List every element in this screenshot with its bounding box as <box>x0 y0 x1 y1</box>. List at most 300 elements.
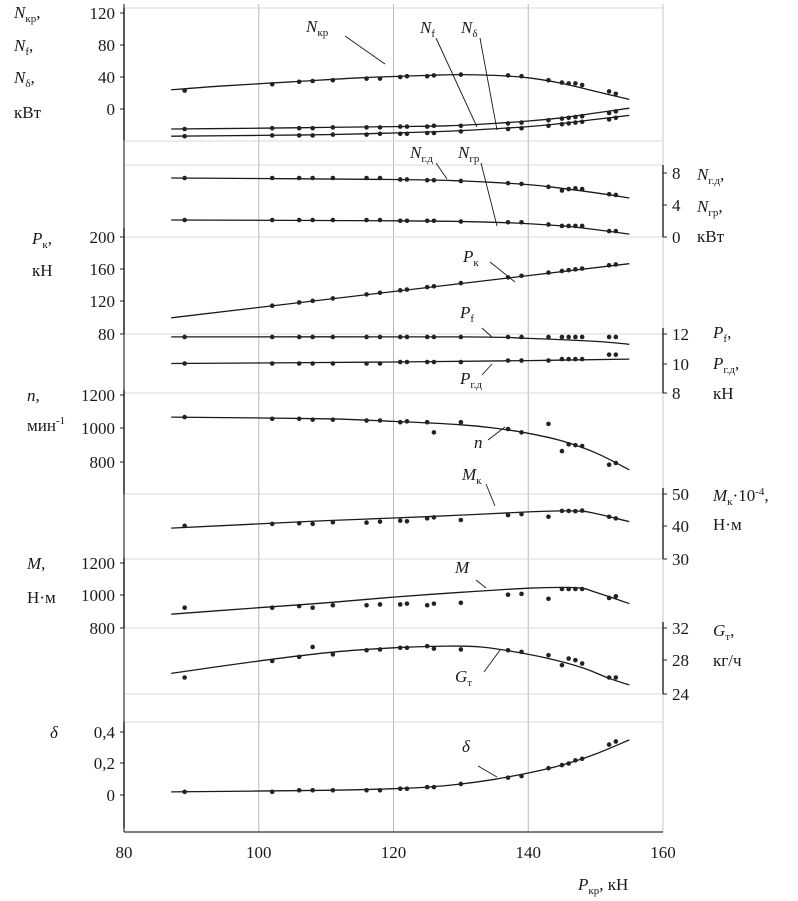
series-label-mk-0: $M_к$ <box>462 465 482 487</box>
data-point-m-0 <box>580 587 585 592</box>
data-point-pk-0 <box>560 269 565 274</box>
data-point-pf-0 <box>506 335 511 340</box>
data-point-ngd-1 <box>398 218 403 223</box>
data-point-power-1 <box>398 124 403 129</box>
data-point-power-2 <box>182 134 187 139</box>
data-point-gt-0 <box>398 646 403 651</box>
data-point-ngd-0 <box>614 193 619 198</box>
data-point-power-1 <box>364 125 369 130</box>
data-point-ngd-1 <box>331 218 336 223</box>
data-point-mk-0 <box>519 512 524 517</box>
data-point-power-1 <box>331 125 336 130</box>
y-tick-label-pk: 160 <box>89 260 115 279</box>
axis-title-mk: Н·м <box>713 515 742 534</box>
data-point-power-2 <box>297 133 302 138</box>
data-point-pf-1 <box>310 361 315 366</box>
data-point-power-0 <box>398 75 403 80</box>
data-point-delta-0 <box>378 788 383 793</box>
data-point-gt-0 <box>546 653 551 658</box>
data-point-mk-0 <box>607 514 612 519</box>
data-point-ngd-0 <box>573 186 578 191</box>
data-point-n-0 <box>607 462 612 467</box>
y-tick-label-power: 40 <box>98 68 115 87</box>
y-tick-label-power: 0 <box>106 100 115 119</box>
data-point-delta-0 <box>506 775 511 780</box>
y-tick-label-pk: 200 <box>89 228 115 247</box>
series-label-pf-1: $P_{г.д}$ <box>460 369 483 391</box>
data-point-n-0 <box>425 420 430 425</box>
data-point-ngd-1 <box>573 224 578 229</box>
data-point-pf-0 <box>378 335 383 340</box>
axis-title-ngd: $N_{гр}$, <box>697 197 723 219</box>
data-point-mk-0 <box>331 520 336 525</box>
data-point-mk-0 <box>425 516 430 521</box>
data-point-pf-0 <box>182 335 187 340</box>
data-point-mk-0 <box>378 519 383 524</box>
data-point-pf-1 <box>506 358 511 363</box>
axis-title-power: кВт <box>14 103 42 122</box>
data-point-power-2 <box>580 120 585 125</box>
data-point-ngd-0 <box>519 182 524 187</box>
data-point-ngd-0 <box>580 187 585 192</box>
data-point-gt-0 <box>425 644 430 649</box>
data-point-n-0 <box>364 418 369 423</box>
data-point-n-0 <box>270 417 275 422</box>
data-point-pf-0 <box>573 335 578 340</box>
data-point-n-0 <box>519 430 524 435</box>
data-point-ngd-1 <box>270 218 275 223</box>
axis-title-pf: кН <box>713 384 734 403</box>
data-point-power-2 <box>546 124 551 129</box>
data-point-power-1 <box>560 116 565 121</box>
fitted-curves <box>171 75 629 792</box>
data-point-delta-0 <box>398 786 403 791</box>
axis-title-pf: $P_{г.д}$, <box>713 354 740 376</box>
data-point-gt-0 <box>573 658 578 663</box>
series-labels <box>305 17 515 777</box>
leader-line-pf-0 <box>482 328 492 337</box>
data-point-m-0 <box>270 605 275 610</box>
data-point-power-1 <box>566 116 571 121</box>
data-point-ngd-1 <box>580 224 585 229</box>
data-point-delta-0 <box>519 774 524 779</box>
data-point-mk-0 <box>432 515 437 520</box>
data-point-pf-1 <box>297 361 302 366</box>
data-point-power-2 <box>614 116 619 121</box>
data-point-power-0 <box>573 81 578 86</box>
data-point-pf-0 <box>398 335 403 340</box>
data-point-power-0 <box>378 76 383 81</box>
data-point-mk-0 <box>580 508 585 513</box>
data-point-mk-0 <box>506 513 511 518</box>
data-point-power-0 <box>607 89 612 94</box>
data-point-m-0 <box>398 602 403 607</box>
data-point-pf-0 <box>270 335 275 340</box>
data-point-ngd-1 <box>459 219 464 224</box>
data-point-m-0 <box>364 603 369 608</box>
leader-line-ngd-1 <box>481 163 497 226</box>
data-point-delta-0 <box>459 782 464 787</box>
data-point-mk-0 <box>182 524 187 529</box>
data-point-power-1 <box>580 114 585 119</box>
data-point-ngd-1 <box>519 220 524 225</box>
series-label-ngd-0: $N_{г.д}$ <box>410 143 433 165</box>
data-point-delta-0 <box>560 763 565 768</box>
data-point-ngd-0 <box>432 178 437 183</box>
data-point-pk-0 <box>270 303 275 308</box>
measured-points <box>182 72 618 794</box>
data-point-ngd-0 <box>506 181 511 186</box>
leader-line-power-1 <box>436 38 477 127</box>
data-point-power-0 <box>432 73 437 78</box>
axis-title-n: мин$^{-1}$ <box>27 415 66 435</box>
axis-title-power: $N_{кр}$, <box>14 3 41 25</box>
data-point-pf-1 <box>398 360 403 365</box>
x-tick-label: 140 <box>515 843 541 862</box>
data-point-power-1 <box>607 111 612 116</box>
data-point-power-0 <box>405 74 410 79</box>
data-point-n-0 <box>378 418 383 423</box>
data-point-power-2 <box>607 117 612 122</box>
data-point-pk-0 <box>364 292 369 297</box>
data-point-n-0 <box>182 415 187 420</box>
data-point-power-1 <box>546 118 551 123</box>
data-point-ngd-0 <box>546 185 551 190</box>
data-point-pf-0 <box>546 335 551 340</box>
data-point-mk-0 <box>573 509 578 514</box>
data-point-pk-0 <box>310 299 315 304</box>
data-point-m-0 <box>607 596 612 601</box>
data-point-n-0 <box>560 449 565 454</box>
data-point-pk-0 <box>425 285 430 290</box>
axis-title-m: M, <box>27 554 46 573</box>
data-point-n-0 <box>580 444 585 449</box>
data-point-ngd-1 <box>310 218 315 223</box>
data-point-pk-0 <box>405 287 410 292</box>
data-point-power-2 <box>398 132 403 137</box>
leader-line-delta-0 <box>478 766 497 777</box>
data-point-ngd-0 <box>378 176 383 181</box>
series-label-delta-0: δ <box>462 737 470 756</box>
data-point-delta-0 <box>331 788 336 793</box>
axis-title-pf: $P_f$, <box>713 323 732 345</box>
data-point-delta-0 <box>432 785 437 790</box>
data-point-delta-0 <box>566 761 571 766</box>
data-point-ngd-0 <box>405 177 410 182</box>
data-point-n-0 <box>614 461 619 466</box>
data-point-ngd-0 <box>560 188 565 193</box>
data-point-mk-0 <box>297 521 302 526</box>
axis-title-power: $N_\delta$, <box>14 68 35 90</box>
data-point-ngd-0 <box>331 176 336 181</box>
data-point-gt-0 <box>614 675 619 680</box>
curve-m-0 <box>171 587 629 614</box>
data-point-mk-0 <box>310 522 315 527</box>
data-point-pf-1 <box>182 361 187 366</box>
data-point-pk-0 <box>614 262 619 267</box>
axis-title-delta: δ <box>50 723 58 742</box>
data-point-n-0 <box>405 419 410 424</box>
data-point-m-0 <box>459 601 464 606</box>
y-tick-label-pk: 120 <box>89 292 115 311</box>
data-point-pf-1 <box>566 357 571 362</box>
data-point-n-0 <box>331 417 336 422</box>
axis-title-m: Н·м <box>27 588 56 607</box>
data-point-gt-0 <box>270 659 275 664</box>
data-point-pk-0 <box>573 267 578 272</box>
y-tick-label-ngd: 0 <box>672 228 681 247</box>
data-point-delta-0 <box>297 788 302 793</box>
y-tick-label-m: 1000 <box>81 586 115 605</box>
data-point-gt-0 <box>566 656 571 661</box>
data-point-mk-0 <box>614 516 619 521</box>
data-point-ngd-0 <box>310 176 315 181</box>
axis-labels <box>13 3 769 897</box>
series-label-pf-0: $P_f$ <box>460 303 475 325</box>
data-point-pf-1 <box>546 358 551 363</box>
data-point-gt-0 <box>506 648 511 653</box>
y-tick-label-m: 1200 <box>81 554 115 573</box>
y-tick-label-delta: 0,2 <box>93 754 115 773</box>
data-point-pf-1 <box>378 361 383 366</box>
data-point-mk-0 <box>405 519 410 524</box>
data-point-m-0 <box>297 604 302 609</box>
y-tick-label-ngd: 8 <box>672 164 681 183</box>
data-point-power-1 <box>459 124 464 129</box>
data-point-pf-1 <box>459 360 464 365</box>
data-point-pk-0 <box>378 290 383 295</box>
axis-title-n: n, <box>27 386 40 405</box>
data-point-power-1 <box>614 109 619 114</box>
data-point-gt-0 <box>364 648 369 653</box>
data-point-pk-0 <box>398 288 403 293</box>
series-label-power-2: $N_\delta$ <box>461 18 478 40</box>
data-point-delta-0 <box>310 788 315 793</box>
data-point-power-0 <box>614 92 619 97</box>
data-point-power-1 <box>506 121 511 126</box>
data-point-power-2 <box>425 131 430 136</box>
data-point-power-2 <box>566 121 571 126</box>
data-point-gt-0 <box>297 655 302 660</box>
data-point-pf-0 <box>580 335 585 340</box>
data-point-ngd-0 <box>398 177 403 182</box>
data-point-gt-0 <box>432 646 437 651</box>
data-point-pf-0 <box>310 335 315 340</box>
data-point-power-1 <box>297 126 302 131</box>
data-point-m-0 <box>573 587 578 592</box>
data-point-delta-0 <box>270 790 275 795</box>
data-point-power-1 <box>405 124 410 129</box>
data-point-ngd-0 <box>270 176 275 181</box>
data-point-pf-0 <box>425 335 430 340</box>
data-point-power-0 <box>560 80 565 85</box>
axis-title-pk: $P_к$, <box>32 229 52 251</box>
data-point-ngd-0 <box>425 178 430 183</box>
data-point-n-0 <box>459 420 464 425</box>
leader-line-power-2 <box>480 38 497 130</box>
data-point-power-0 <box>331 78 336 83</box>
data-point-ngd-1 <box>566 224 571 229</box>
y-tick-label-pk: 80 <box>98 325 115 344</box>
axis-title-gt: кг/ч <box>713 651 742 670</box>
data-point-power-0 <box>425 74 430 79</box>
series-label-pk-0: $P_к$ <box>463 247 479 269</box>
data-point-power-0 <box>310 79 315 84</box>
data-point-power-2 <box>331 132 336 137</box>
data-point-m-0 <box>378 602 383 607</box>
data-point-pf-1 <box>331 361 336 366</box>
data-point-pf-0 <box>519 335 524 340</box>
data-point-pk-0 <box>331 296 336 301</box>
leader-line-gt-0 <box>484 650 500 672</box>
data-point-power-0 <box>580 83 585 88</box>
data-point-m-0 <box>560 587 565 592</box>
data-point-delta-0 <box>182 790 187 795</box>
data-point-power-0 <box>519 74 524 79</box>
data-point-pk-0 <box>566 268 571 273</box>
data-point-pk-0 <box>546 270 551 275</box>
data-point-pf-1 <box>270 361 275 366</box>
data-point-power-2 <box>506 127 511 132</box>
data-point-pf-1 <box>432 360 437 365</box>
x-tick-label: 160 <box>650 843 676 862</box>
series-label-gt-0: $G_т$ <box>455 667 473 689</box>
data-point-n-0 <box>398 420 403 425</box>
data-point-power-0 <box>506 73 511 78</box>
data-point-power-2 <box>560 122 565 127</box>
data-point-pk-0 <box>607 263 612 268</box>
data-point-pf-0 <box>297 335 302 340</box>
data-point-pk-0 <box>519 274 524 279</box>
leader-line-m-0 <box>476 580 486 588</box>
y-tick-label-mk: 40 <box>672 517 689 536</box>
data-point-delta-0 <box>614 739 619 744</box>
data-point-power-1 <box>432 124 437 129</box>
data-point-mk-0 <box>364 520 369 525</box>
data-point-power-0 <box>566 81 571 86</box>
y-tick-label-pf: 12 <box>672 325 689 344</box>
data-point-delta-0 <box>546 766 551 771</box>
data-point-pk-0 <box>297 300 302 305</box>
data-point-gt-0 <box>519 650 524 655</box>
leader-line-power-0 <box>345 36 385 64</box>
data-point-n-0 <box>506 427 511 432</box>
data-point-mk-0 <box>270 522 275 527</box>
y-tick-label-gt: 28 <box>672 651 689 670</box>
data-point-ngd-1 <box>378 218 383 223</box>
data-point-pf-0 <box>614 335 619 340</box>
data-point-gt-0 <box>459 647 464 652</box>
data-point-delta-0 <box>425 785 430 790</box>
axis-title-ngd: кВт <box>697 227 725 246</box>
data-point-delta-0 <box>364 788 369 793</box>
data-point-m-0 <box>331 603 336 608</box>
data-point-mk-0 <box>546 514 551 519</box>
data-point-pf-0 <box>364 335 369 340</box>
data-point-pf-0 <box>432 335 437 340</box>
data-point-power-1 <box>310 126 315 131</box>
data-point-ngd-0 <box>566 187 571 192</box>
data-point-power-2 <box>405 132 410 137</box>
axis-title-power: $N_f$, <box>14 36 34 58</box>
data-point-mk-0 <box>566 509 571 514</box>
data-point-ngd-0 <box>364 176 369 181</box>
data-point-pf-0 <box>459 335 464 340</box>
data-point-ngd-0 <box>297 176 302 181</box>
data-point-gt-0 <box>310 645 315 650</box>
data-point-power-2 <box>459 129 464 134</box>
data-point-delta-0 <box>580 756 585 761</box>
data-point-n-0 <box>546 422 551 427</box>
curve-n-0 <box>171 417 629 470</box>
y-tick-label-gt: 24 <box>672 685 689 704</box>
data-point-power-2 <box>432 131 437 136</box>
data-point-pf-1 <box>425 360 430 365</box>
axis-title-mk: $M_к\cdot 10^{-4}$, <box>713 486 769 508</box>
data-point-n-0 <box>566 442 571 447</box>
data-point-power-0 <box>459 72 464 77</box>
data-point-power-0 <box>270 82 275 87</box>
data-point-power-1 <box>425 124 430 129</box>
y-tick-label-ngd: 4 <box>672 196 681 215</box>
data-point-m-0 <box>506 592 511 597</box>
data-point-pk-0 <box>459 281 464 286</box>
data-point-power-1 <box>182 127 187 132</box>
x-tick-label: 80 <box>115 843 133 862</box>
data-point-gt-0 <box>560 663 565 668</box>
data-point-ngd-1 <box>560 224 565 229</box>
y-tick-label-n: 800 <box>89 453 115 472</box>
y-tick-label-m: 800 <box>89 619 115 638</box>
data-point-power-1 <box>519 120 524 125</box>
data-point-gt-0 <box>378 647 383 652</box>
y-tick-label-gt: 32 <box>672 619 689 638</box>
data-point-ngd-1 <box>182 218 187 223</box>
data-point-n-0 <box>297 417 302 422</box>
y-tick-label-n: 1000 <box>81 419 115 438</box>
data-point-m-0 <box>310 605 315 610</box>
data-point-gt-0 <box>182 675 187 680</box>
data-point-m-0 <box>405 601 410 606</box>
data-point-n-0 <box>432 430 437 435</box>
data-point-m-0 <box>614 594 619 599</box>
data-point-m-0 <box>425 603 430 608</box>
series-label-power-0: $N_{кр}$ <box>306 17 329 39</box>
data-point-m-0 <box>566 587 571 592</box>
data-point-ngd-1 <box>506 220 511 225</box>
data-point-pf-0 <box>607 335 612 340</box>
data-point-pf-1 <box>607 352 612 357</box>
data-point-m-0 <box>519 592 524 597</box>
data-point-m-0 <box>546 596 551 601</box>
data-point-power-0 <box>297 80 302 85</box>
data-point-pf-0 <box>566 335 571 340</box>
data-point-ngd-1 <box>614 229 619 234</box>
leader-line-mk-0 <box>486 484 495 506</box>
data-point-power-1 <box>573 115 578 120</box>
data-point-power-0 <box>546 78 551 83</box>
data-point-gt-0 <box>331 652 336 657</box>
data-point-power-1 <box>270 126 275 131</box>
data-point-pf-1 <box>614 352 619 357</box>
data-point-delta-0 <box>607 742 612 747</box>
data-point-mk-0 <box>560 509 565 514</box>
y-tick-label-mk: 50 <box>672 485 689 504</box>
y-tick-label-pf: 8 <box>672 384 681 403</box>
data-point-pf-1 <box>580 357 585 362</box>
x-tick-label: 100 <box>246 843 272 862</box>
data-point-gt-0 <box>580 661 585 666</box>
